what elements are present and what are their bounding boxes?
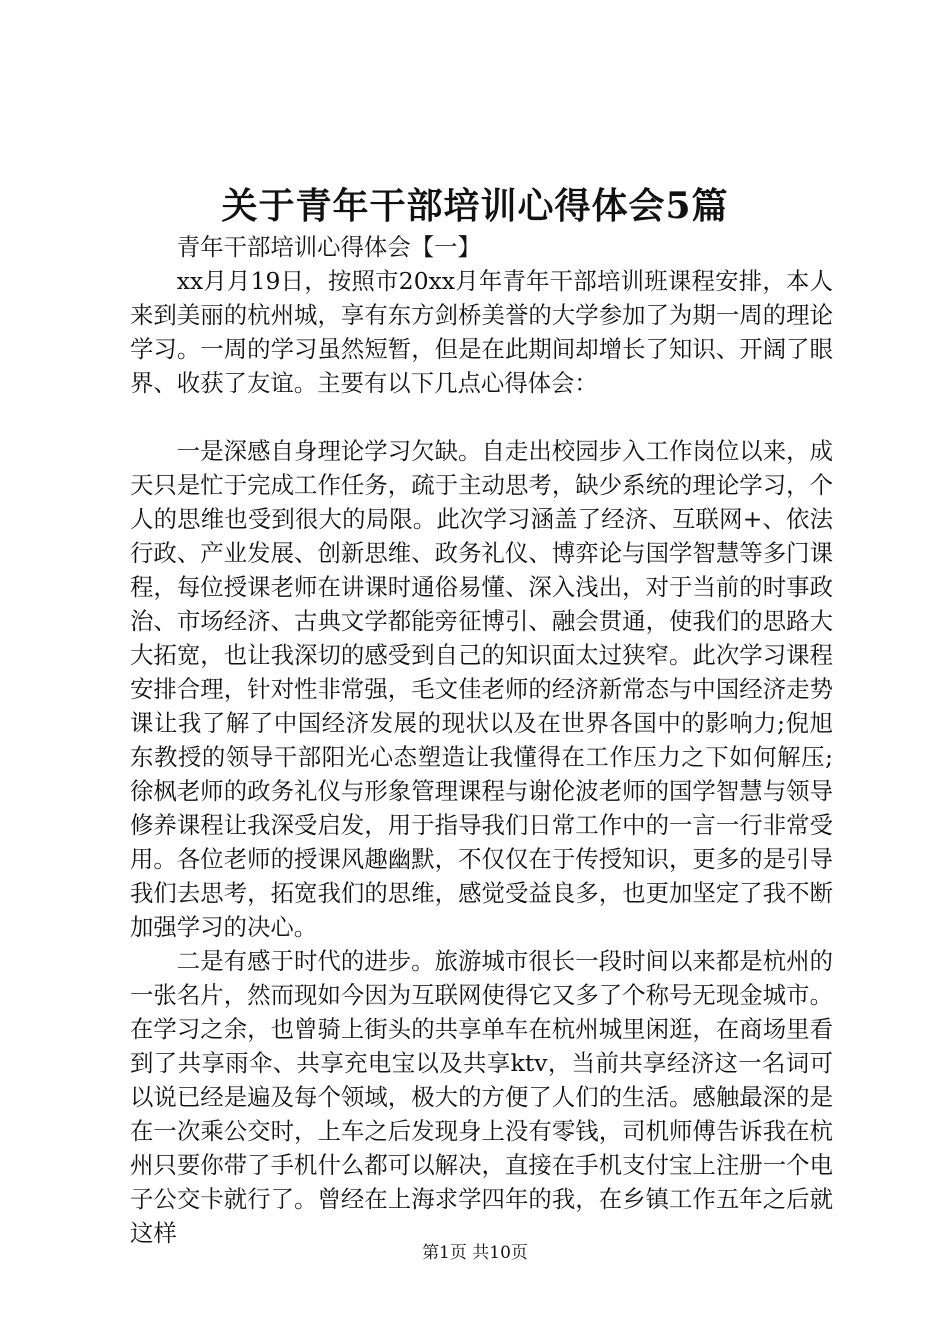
paragraph-intro: xx月月19日，按照市20xx月年青年干部培训班课程安排，本人来到美丽的杭州城，享有东方剑桥美誉的大学参加了为期一周的理论学习。一周的学习虽然短暂，但是在此期间却增长了知识、开阔了眼界、收获了友谊。主要有以下几点心得体会：	[130, 267, 833, 397]
paragraph-spacer	[130, 400, 833, 434]
document-body	[130, 230, 833, 1250]
paragraph-point-two: 二是有感于时代的进步。旅游城市很长一段时间以来都是杭州的一张名片，然而现如今因为互联网使得它又多了个称号无现金城市。在学习之余，也曾骑上街头的共享单车在杭州城里闲逛，在商场里看到了共享雨伞、共享充电宝以及共享ktv，当前共享经济这一名词可以说已经是遍及每个领域，极大的方便了人们的生活。感触最深的是在一次乘公交时，上车之后发现身上没有零钱，司机师傅告诉我在杭州只要你带了手机什么都可以解决，直接在手机支付宝上注册一个电子公交卡就行了。曾经在上海求学四年的我，在乡镇工作五年之后就这样	[130, 947, 833, 1247]
section-heading: 青年干部培训心得体会【一】	[176, 233, 481, 261]
document-title: 关于青年干部培训心得体会5篇	[221, 185, 729, 227]
page-number-footer: 第1页 共10页	[422, 1243, 528, 1263]
paragraph-point-one: 一是深感自身理论学习欠缺。自走出校园步入工作岗位以来，成天只是忙于完成工作任务，疏于主动思考，缺少系统的理论学习，个人的思维也受到很大的局限。此次学习涵盖了经济、互联网+、依法行政、产业发展、创新思维、政务礼仪、博弈论与国学智慧等多门课程，每位授课老师在讲课时通俗易懂、深入浅出，对于当前的时事政治、市场经济、古典文学都能旁征博引、融会贯通，使我们的思路大大拓宽，也让我深切的感受到自己的知识面太过狭窄。此次学习课程安排合理，针对性非常强，毛文佳老师的经济新常态与中国经济走势课让我了解了中国经济发展的现状以及在世界各国中的影响力;倪旭东教授的领导干部阳光心态塑造让我懂得在工作压力之下如何解压;徐枫老师的政务礼仪与形象管理课程与谢伦波老师的国学智慧与领导修养课程让我深受启发，用于指导我们日常工作中的一言一行非常受用。各位老师的授课风趣幽默，不仅仅在于传授知识，更多的是引导我们去思考，拓宽我们的思维，感觉受益良多，也更加坚定了我不断加强学习的决心。	[130, 437, 833, 941]
